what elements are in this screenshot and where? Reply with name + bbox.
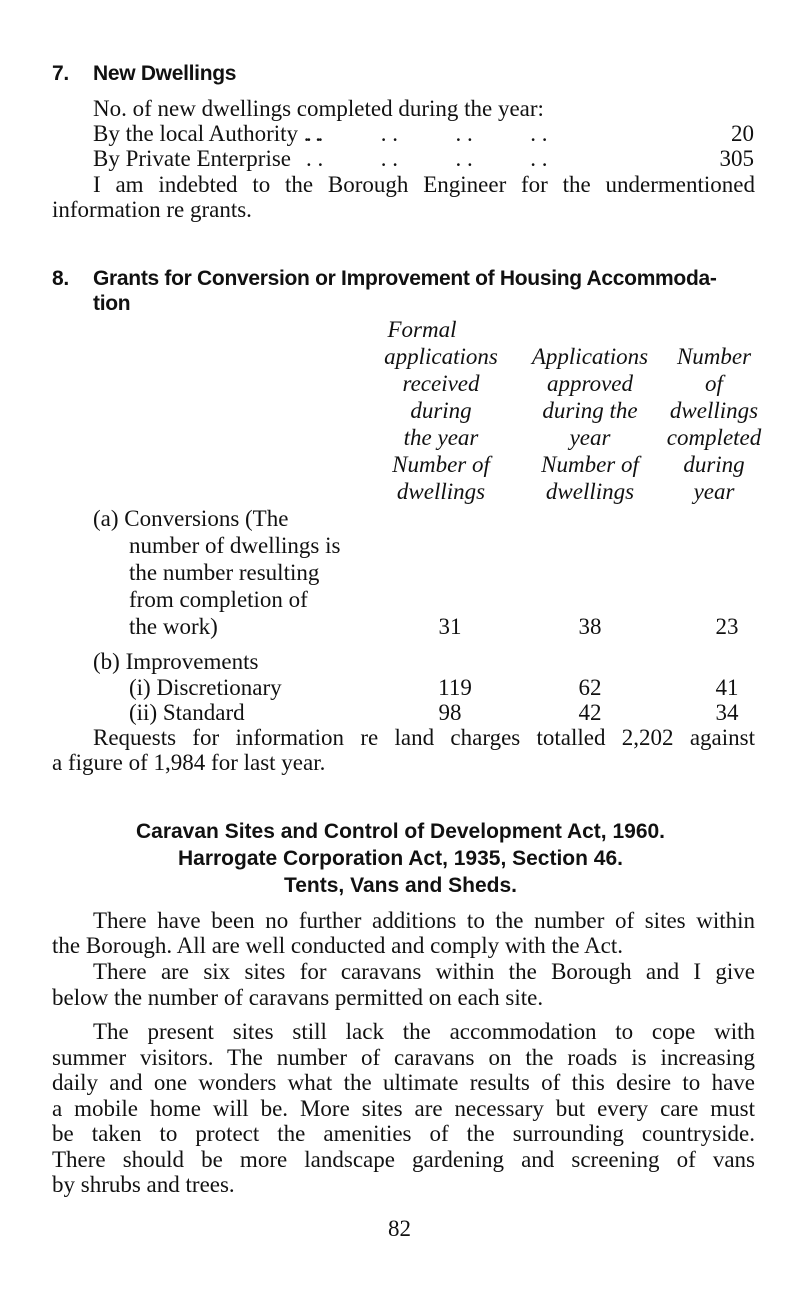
caravan-heading-2: Harrogate Corporation Act, 1935, Section 46. <box>177 847 623 870</box>
col-header-line: year <box>569 425 611 450</box>
row-b1-label: (i) Discretionary <box>129 675 282 700</box>
row-a-line: the number resulting <box>129 560 320 585</box>
row-a-label <box>93 505 340 640</box>
col-header-line: received <box>402 371 480 396</box>
row-a-line: (a) Conversions (The <box>93 506 289 531</box>
para3-line-4: a mobile home will be. More sites are necessary but every care must <box>52 1096 755 1121</box>
caravan-heading-3: Tents, Vans and Sheds. <box>283 874 517 897</box>
row-a-formal: 31 <box>438 614 462 639</box>
section-7-number: 7. <box>52 62 69 85</box>
col-header-line: dwellings <box>545 479 635 504</box>
col-header-number-completed <box>644 343 784 505</box>
row-local-authority-label: By the local Authority . . <box>93 121 322 146</box>
section-8-heading-line-1: Grants for Conversion or Improvement of Housing Accommoda- <box>93 267 717 290</box>
section-8-number: 8. <box>52 267 69 290</box>
row-private-enterprise-label: By Private Enterprise <box>93 146 292 171</box>
indebted-line-2: information re grants. <box>52 197 252 222</box>
col-header-line: Applications <box>531 344 649 369</box>
col-header-line: dwellings <box>669 398 759 423</box>
row-b2-approved: 42 <box>578 700 602 725</box>
col-header-line: Number of <box>541 452 639 477</box>
row-private-enterprise-dots: . . . . . . . . <box>306 146 548 171</box>
section-8-heading-line-2: tion <box>93 292 131 315</box>
caravan-heading-1: Caravan Sites and Control of Development Act, 1960. <box>135 820 666 843</box>
requests-line-2: a figure of 1,984 for last year. <box>52 750 326 775</box>
col-header-line: dwellings <box>396 479 486 504</box>
col-header-line: during the <box>542 398 638 423</box>
col-header-formal-applications <box>356 316 526 505</box>
para1-line-1: There have been no further additions to the number of sites within <box>93 908 755 933</box>
col-header-line: year <box>693 479 735 504</box>
para2-line-1: There are six sites for caravans within the Borough and I give <box>93 959 755 984</box>
row-private-enterprise-value: 305 <box>719 146 754 171</box>
row-a-approved: 38 <box>578 614 602 639</box>
row-b1-formal: 119 <box>438 675 472 700</box>
indebted-line-1: I am indebted to the Borough Engineer for the undermentioned <box>93 172 755 197</box>
col-header-line: the year <box>403 425 479 450</box>
row-b2-label: (ii) Standard <box>129 700 245 725</box>
requests-line-1: Requests for information re land charges totalled 2,202 against <box>93 725 755 750</box>
row-b-label: (b) Improvements <box>93 649 259 674</box>
col-header-line: Number <box>676 344 752 369</box>
row-a-line: the work) <box>129 614 218 639</box>
para1-line-2: the Borough. All are well conducted and comply with the Act. <box>52 933 624 958</box>
para3-line-7: by shrubs and trees. <box>52 1172 235 1197</box>
para3-line-3: daily and one wonders what the ultimate results of this desire to have <box>52 1070 755 1095</box>
para3-line-1: The present sites still lack the accommodation to cope with <box>93 1019 755 1044</box>
section-7-heading: New Dwellings <box>93 62 237 85</box>
row-b1-completed: 41 <box>715 675 739 700</box>
row-a-completed: 23 <box>715 614 739 639</box>
row-local-authority-value: 20 <box>731 121 754 146</box>
col-header-line: during <box>410 398 472 423</box>
row-local-authority-dots: . . . . . . . . <box>306 121 548 146</box>
row-b2-completed: 34 <box>715 700 739 725</box>
section-7-intro: No. of new dwellings completed during the year: <box>93 96 544 121</box>
row-a-line: from completion of <box>129 587 308 612</box>
row-b2-formal: 98 <box>438 700 462 725</box>
para3-line-2: summer visitors. The number of caravans on the roads is increasing <box>52 1045 755 1070</box>
col-header-line: during <box>683 452 745 477</box>
para3-line-6: There should be more landscape gardening and screening of vans <box>52 1147 755 1172</box>
para3-line-5: be taken to protect the amenities of the surrounding countryside. <box>52 1121 755 1146</box>
col-header-line: Number of <box>392 452 490 477</box>
col-header-line: applications <box>384 344 498 369</box>
col-header-line: completed <box>666 425 762 450</box>
col-header-line: approved <box>546 371 633 396</box>
col-header-line: of <box>705 371 723 396</box>
row-b1-approved: 62 <box>578 675 602 700</box>
page-number: 82 <box>388 1216 411 1241</box>
row-a-line: number of dwellings is <box>129 533 341 558</box>
col-header-line: Formal <box>387 317 457 342</box>
para2-line-2: below the number of caravans permitted on each site. <box>52 985 544 1010</box>
